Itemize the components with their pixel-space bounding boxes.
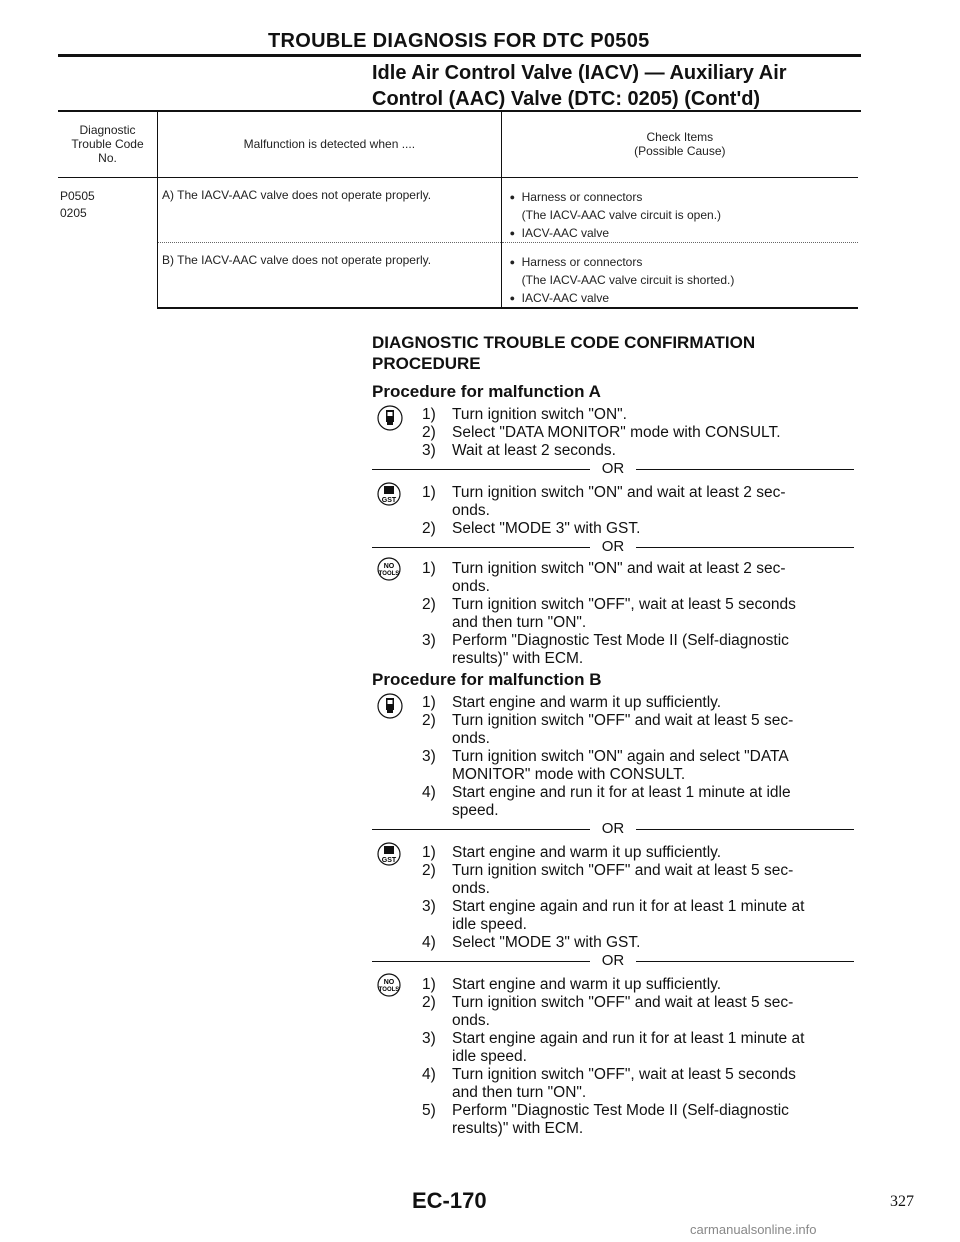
step-item: 3) Start engine again and run it for at least 1 minute at xyxy=(422,898,805,915)
check-item: ● Harness or connectors xyxy=(509,190,643,204)
proc-a-consult-steps xyxy=(372,406,854,478)
step-item: 3) Turn ignition switch "ON" again and select "DATA xyxy=(422,748,789,765)
subtitle-line-2: Control (AAC) Valve (DTC: 0205) (Cont'd) xyxy=(372,88,761,110)
step-item: 1) Turn ignition switch "ON" and wait at least 2 sec- xyxy=(422,560,786,577)
proc-b-gst-steps xyxy=(372,844,854,970)
table-row xyxy=(58,243,858,309)
check-item: ● Harness or connectors xyxy=(509,255,643,269)
proc-b-notools-steps xyxy=(372,976,804,1138)
step-item: 1) Start engine and warm it up sufficiently. xyxy=(422,976,722,993)
section-heading-line: PROCEDURE xyxy=(372,354,481,373)
step-item: 3) Perform "Diagnostic Test Mode II (Self-diagnostic xyxy=(422,632,789,649)
step-item: 4) Start engine and run it for at least 1 minute at idle xyxy=(422,784,791,801)
step-item: 2) Turn ignition switch "OFF" and wait at least 5 sec- xyxy=(422,712,794,729)
step-item-cont: speed. xyxy=(452,802,499,819)
header-check-items xyxy=(501,111,858,178)
watermark: carmanualsonline.info xyxy=(690,1222,817,1237)
step-item-cont: onds. xyxy=(452,730,490,747)
header-check-line: (Possible Cause) xyxy=(634,144,726,158)
svg-text:TOOLS: TOOLS xyxy=(378,987,400,993)
check-items-a xyxy=(501,178,858,243)
step-item-cont: onds. xyxy=(452,502,490,519)
svg-text:GST: GST xyxy=(381,497,397,504)
step-item: 2) Turn ignition switch "OFF" and wait at least 5 sec- xyxy=(422,994,794,1011)
step-item: 1) Turn ignition switch "ON". xyxy=(422,406,627,423)
header-malfunction: Malfunction is detected when .... xyxy=(158,111,502,178)
proc-a-title: Procedure for malfunction A xyxy=(372,382,601,401)
step-item-cont: onds. xyxy=(452,578,490,595)
step-item: 2) Select "DATA MONITOR" mode with CONSULT. xyxy=(422,424,781,441)
step-item-cont: idle speed. xyxy=(452,1048,527,1065)
dtc-code: 0205 xyxy=(60,206,87,220)
title-rule xyxy=(58,54,861,57)
check-item: ● IACV-AAC valve xyxy=(509,291,609,305)
page-number: 327 xyxy=(890,1193,914,1210)
table-header-row xyxy=(58,111,858,178)
table-row xyxy=(58,178,858,243)
check-item: ● IACV-AAC valve xyxy=(509,226,609,240)
step-item: 3) Start engine again and run it for at least 1 minute at xyxy=(422,1030,805,1047)
header-dtc-line: No. xyxy=(98,151,117,165)
malfunction-b: B) The IACV-AAC valve does not operate properly. xyxy=(158,243,502,309)
header-dtc-line: Diagnostic xyxy=(79,123,136,137)
or-separator: OR xyxy=(372,460,854,478)
check-items-b xyxy=(501,243,858,309)
step-item-cont: and then turn "ON". xyxy=(452,1084,587,1101)
step-item: 2) Turn ignition switch "OFF" and wait at least 5 sec- xyxy=(422,862,794,879)
proc-a-gst-steps xyxy=(372,484,854,556)
step-item-cont: results)" with ECM. xyxy=(452,650,584,667)
step-item-cont: and then turn "ON". xyxy=(452,614,587,631)
step-item: 2) Select "MODE 3" with GST. xyxy=(422,520,641,537)
subtitle-line-1: Idle Air Control Valve (IACV) — Auxiliary Air xyxy=(372,62,787,84)
section-heading xyxy=(372,332,755,374)
check-item-note: (The IACV-AAC valve circuit is shorted.) xyxy=(521,273,735,287)
proc-b-title: Procedure for malfunction B xyxy=(372,670,602,689)
step-item-cont: idle speed. xyxy=(452,916,527,933)
or-separator: OR xyxy=(372,952,854,970)
step-item: 1) Start engine and warm it up sufficiently. xyxy=(422,844,722,861)
page-code: EC-170 xyxy=(412,1188,487,1213)
svg-text:TOOLS: TOOLS xyxy=(378,571,400,577)
svg-text:NO: NO xyxy=(383,563,395,570)
proc-a-notools-steps xyxy=(372,560,796,668)
step-item-cont: onds. xyxy=(452,880,490,897)
step-item-cont: MONITOR" mode with CONSULT. xyxy=(452,766,686,783)
step-item: 4) Select "MODE 3" with GST. xyxy=(422,934,641,951)
step-item: 4) Turn ignition switch "OFF", wait at least 5 seconds xyxy=(422,1066,796,1083)
dtc-code: P0505 xyxy=(60,189,95,203)
section-heading-line: DIAGNOSTIC TROUBLE CODE CONFIRMATION xyxy=(372,333,756,352)
step-item: 1) Start engine and warm it up sufficiently. xyxy=(422,694,722,711)
bullet-icon: ● xyxy=(509,192,516,202)
malfunction-a: A) The IACV-AAC valve does not operate properly. xyxy=(158,178,502,243)
header-check-line: Check Items xyxy=(646,130,714,144)
step-item: 5) Perform "Diagnostic Test Mode II (Self-diagnostic xyxy=(422,1102,789,1119)
step-item: 3) Wait at least 2 seconds. xyxy=(422,442,616,459)
dtc-table xyxy=(58,111,858,309)
dtc-code-cell xyxy=(58,178,158,309)
step-item: 1) Turn ignition switch "ON" and wait at least 2 sec- xyxy=(422,484,786,501)
bullet-icon: ● xyxy=(509,228,516,238)
page-title: TROUBLE DIAGNOSIS FOR DTC P0505 xyxy=(268,30,650,52)
check-item-note: (The IACV-AAC valve circuit is open.) xyxy=(521,208,722,222)
step-item-cont: results)" with ECM. xyxy=(452,1120,584,1137)
page-subtitle xyxy=(372,60,787,112)
step-item-cont: onds. xyxy=(452,1012,490,1029)
or-separator: OR xyxy=(372,820,854,838)
svg-text:GST: GST xyxy=(381,857,397,864)
bullet-icon: ● xyxy=(509,293,516,303)
step-item: 2) Turn ignition switch "OFF", wait at least 5 seconds xyxy=(422,596,796,613)
or-separator: OR xyxy=(372,538,854,556)
svg-text:NO: NO xyxy=(383,979,395,986)
header-dtc-line: Trouble Code xyxy=(71,137,144,151)
header-dtc-no xyxy=(58,111,158,178)
proc-b-consult-steps xyxy=(372,694,854,838)
bullet-icon: ● xyxy=(509,257,516,267)
